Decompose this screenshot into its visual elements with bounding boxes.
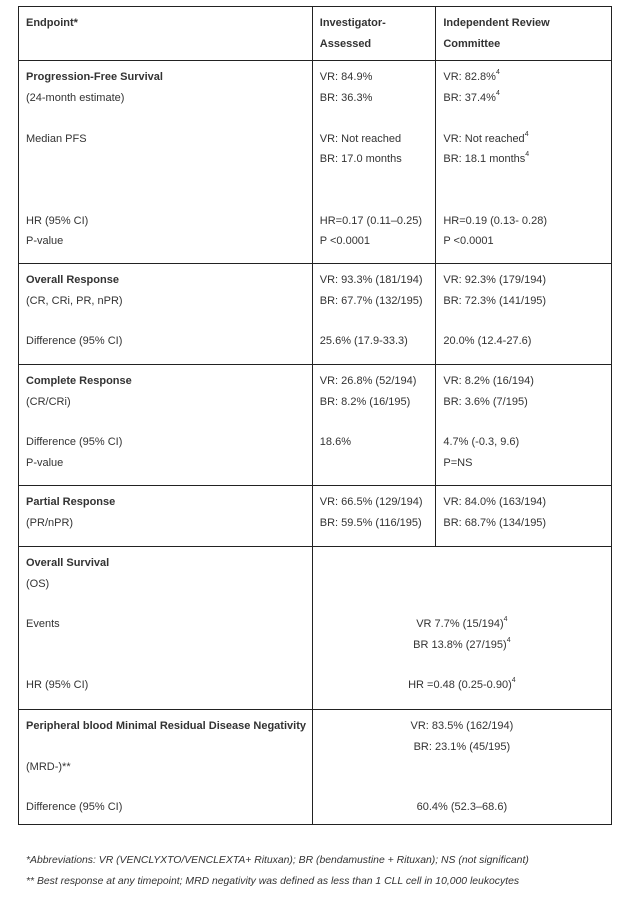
os-ev-br: BR 13.8% (27/195) bbox=[413, 638, 507, 651]
pfs-irc-vr-line bbox=[443, 67, 604, 88]
pr-irc-br: BR: 68.7% (134/195) bbox=[443, 516, 547, 529]
pr-sub: (PR/nPR) bbox=[26, 516, 74, 529]
pfs-title: Progression-Free Survival bbox=[26, 71, 163, 83]
pfs-irc-br: BR: 37.4% bbox=[443, 91, 496, 104]
pr-row bbox=[19, 486, 612, 547]
header-investigator bbox=[312, 7, 436, 61]
os-hr-val: HR =0.48 (0.25-0.90) bbox=[408, 679, 512, 691]
pfs-irc-cell bbox=[436, 61, 612, 264]
footnote-abbreviations: *Abbreviations: VR (VENCLYXTO/VENCLEXTA+ Rituxan); BR (bendamustine + Rituxan); NS (not significant) bbox=[26, 855, 529, 866]
pfs-irc-vr-ref: 4 bbox=[495, 69, 500, 77]
os-endpoint-cell bbox=[19, 547, 313, 710]
cr-irc-br: BR: 3.6% (7/195) bbox=[443, 395, 528, 408]
pfs-inv-p: P <0.0001 bbox=[319, 235, 371, 247]
results-table bbox=[18, 6, 612, 825]
orr-row bbox=[19, 264, 612, 365]
cr-pvalue-label: P-value bbox=[26, 456, 64, 469]
pfs-irc-br-line bbox=[443, 88, 604, 109]
os-hr-label: HR (95% CI) bbox=[26, 678, 89, 691]
pr-irc-cell bbox=[436, 486, 612, 547]
header-endpoint-label: Endpoint* bbox=[26, 17, 78, 29]
pfs-irc-median-br-line bbox=[443, 149, 604, 170]
mrd-value-cell bbox=[312, 710, 611, 825]
mrd-sub: (MRD-)** bbox=[26, 760, 71, 773]
pr-inv-br: BR: 59.5% (116/195) bbox=[319, 516, 422, 529]
cr-irc-vr: VR: 8.2% (16/194) bbox=[443, 375, 534, 387]
header-investigator-label: Investigator-Assessed bbox=[319, 17, 386, 50]
cr-inv-diff: 18.6% bbox=[319, 436, 351, 448]
pfs-inv-median-br: BR: 17.0 months bbox=[319, 153, 402, 165]
mrd-endpoint-cell bbox=[19, 710, 313, 825]
os-hr-line bbox=[320, 675, 604, 696]
cr-inv-vr: VR: 26.8% (52/194) bbox=[319, 375, 417, 387]
os-events-label: Events bbox=[26, 618, 60, 630]
pfs-irc-median-vr-ref: 4 bbox=[524, 130, 529, 138]
pfs-endpoint-cell bbox=[19, 61, 313, 264]
pfs-inv-br: BR: 36.3% bbox=[319, 91, 373, 104]
pfs-inv-hr: HR=0.17 (0.11–0.25) bbox=[319, 214, 423, 227]
mrd-br: BR: 23.1% (45/195) bbox=[413, 740, 511, 753]
os-sub: (OS) bbox=[26, 577, 50, 590]
cr-diff-label: Difference (95% CI) bbox=[26, 436, 123, 448]
pfs-inv-vr: VR: 84.9% bbox=[319, 71, 373, 83]
pfs-irc-median-br: BR: 18.1 months bbox=[443, 153, 526, 165]
os-ev-vr-ref: 4 bbox=[503, 616, 508, 624]
os-title: Overall Survival bbox=[26, 557, 110, 569]
orr-irc-vr: VR: 92.3% (179/194) bbox=[443, 274, 547, 286]
orr-inv-diff: 25.6% (17.9-33.3) bbox=[319, 335, 408, 347]
pfs-irc-hr: HR=0.19 (0.13- 0.28) bbox=[443, 214, 547, 227]
orr-endpoint-cell bbox=[19, 264, 313, 365]
pr-investigator-cell bbox=[312, 486, 436, 547]
header-row bbox=[19, 7, 612, 61]
os-ev-vr-line bbox=[320, 614, 604, 635]
orr-inv-br: BR: 67.7% (132/195) bbox=[319, 294, 423, 307]
cr-endpoint-cell bbox=[19, 365, 313, 486]
mrd-vr: VR: 83.5% (162/194) bbox=[410, 720, 514, 732]
cr-investigator-cell bbox=[312, 365, 436, 486]
orr-inv-vr: VR: 93.3% (181/194) bbox=[319, 274, 423, 286]
pfs-irc-vr: VR: 82.8% bbox=[443, 71, 496, 83]
pfs-investigator-cell bbox=[312, 61, 436, 264]
os-ev-br-ref: 4 bbox=[506, 636, 511, 644]
os-hr-ref: 4 bbox=[511, 677, 516, 685]
pfs-median-label: Median PFS bbox=[26, 132, 87, 145]
mrd-title: Peripheral blood Minimal Residual Disease Negativity bbox=[26, 720, 306, 732]
cr-sub: (CR/CRi) bbox=[26, 395, 71, 408]
mrd-diff-val: 60.4% (52.3–68.6) bbox=[416, 801, 508, 813]
orr-irc-br: BR: 72.3% (141/195) bbox=[443, 294, 547, 307]
pfs-pvalue-label: P-value bbox=[26, 235, 64, 247]
pr-endpoint-cell bbox=[19, 486, 313, 547]
header-irc-label: Independent Review Committee bbox=[443, 17, 550, 50]
pfs-hr-label: HR (95% CI) bbox=[26, 214, 89, 227]
cr-irc-p: P=NS bbox=[443, 456, 473, 469]
header-endpoint bbox=[19, 7, 313, 61]
pfs-estimate: (24-month estimate) bbox=[26, 91, 125, 104]
os-ev-br-line bbox=[320, 635, 604, 656]
pr-inv-vr: VR: 66.5% (129/194) bbox=[319, 496, 423, 508]
orr-title: Overall Response bbox=[26, 274, 119, 286]
cr-irc-diff: 4.7% (-0.3, 9.6) bbox=[443, 436, 520, 448]
mrd-diff-label: Difference (95% CI) bbox=[26, 801, 123, 813]
orr-irc-cell bbox=[436, 264, 612, 365]
footnote-best-response: ** Best response at any timepoint; MRD negativity was defined as less than 1 CLL cell in 10,000 leukocytes bbox=[26, 876, 520, 887]
orr-irc-diff: 20.0% (12.4-27.6) bbox=[443, 335, 532, 347]
cr-title: Complete Response bbox=[26, 375, 132, 387]
pr-title: Partial Response bbox=[26, 496, 116, 508]
orr-sub: (CR, CRi, PR, nPR) bbox=[26, 294, 123, 307]
pr-irc-vr: VR: 84.0% (163/194) bbox=[443, 496, 547, 508]
os-row bbox=[19, 547, 612, 710]
os-value-cell bbox=[312, 547, 611, 710]
mrd-row bbox=[19, 710, 612, 825]
pfs-row bbox=[19, 61, 612, 264]
pfs-irc-median-br-ref: 4 bbox=[525, 151, 530, 159]
pfs-irc-median-vr-line bbox=[443, 129, 604, 150]
orr-diff-label: Difference (95% CI) bbox=[26, 335, 123, 347]
pfs-irc-p: P <0.0001 bbox=[443, 235, 494, 247]
os-ev-vr: VR 7.7% (15/194) bbox=[416, 618, 504, 630]
footnotes bbox=[26, 850, 529, 892]
cr-inv-br: BR: 8.2% (16/195) bbox=[319, 395, 411, 408]
pfs-irc-br-ref: 4 bbox=[495, 89, 500, 97]
cr-row bbox=[19, 365, 612, 486]
orr-investigator-cell bbox=[312, 264, 436, 365]
pfs-irc-median-vr: VR: Not reached bbox=[443, 132, 525, 145]
cr-irc-cell bbox=[436, 365, 612, 486]
header-irc bbox=[436, 7, 612, 61]
pfs-inv-median-vr: VR: Not reached bbox=[319, 132, 402, 145]
